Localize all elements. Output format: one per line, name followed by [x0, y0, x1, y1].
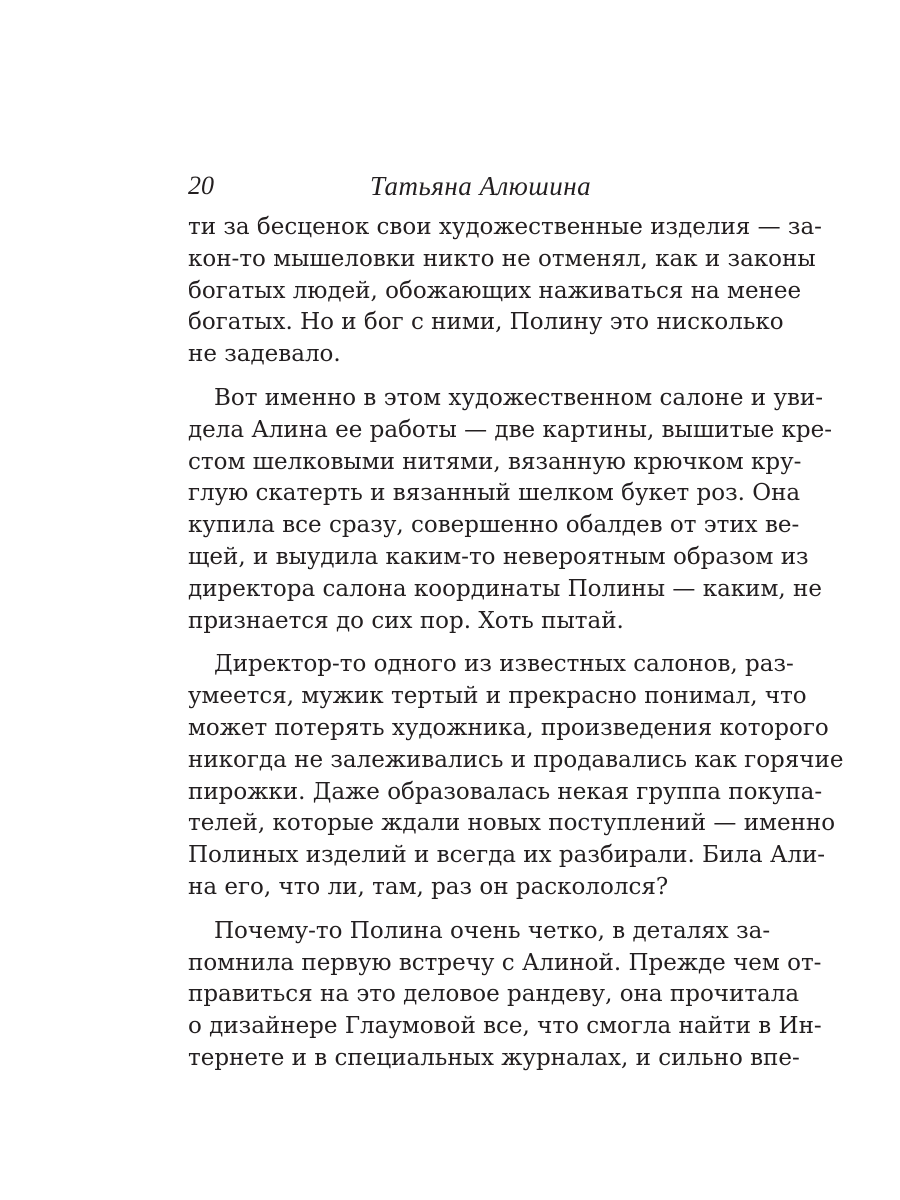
text-line: Вот именно в этом художественном салоне и уви- — [214, 384, 824, 411]
text-line: дела Алина ее работы — две картины, вышитые кре- — [188, 416, 832, 443]
text-line: не задевало. — [188, 341, 341, 368]
paragraph-4 — [188, 916, 822, 1075]
text-line: о дизайнере Глаумовой все, что смогла найти в Ин- — [188, 1013, 822, 1040]
text-line: никогда не залеживались и продавались как горячие — [188, 746, 844, 773]
text-line: кон-то мышеловки никто не отменял, как и законы — [188, 245, 816, 272]
text-line: может потерять художника, произведения которого — [188, 714, 829, 741]
text-line: пирожки. Даже образовалась некая группа покупа- — [188, 778, 823, 805]
text-line: директора салона координаты Полины — каким, не — [188, 575, 822, 602]
text-line: Полиных изделий и всегда их разбирали. Била Али- — [188, 842, 826, 869]
paragraph-3 — [188, 649, 844, 903]
text-line: помнила первую встречу с Алиной. Прежде чем от- — [188, 949, 822, 976]
paragraph-spacer — [188, 637, 748, 649]
text-line: глую скатерть и вязанный шелком букет роз. Она — [188, 480, 801, 507]
text-line: признается до сих пор. Хоть пытай. — [188, 607, 624, 634]
running-head-author: Татьяна Алюшина — [370, 171, 592, 201]
text-line: стом шелковыми нитями, вязанную крючком кру- — [188, 448, 802, 475]
text-line: правиться на это деловое рандеву, она прочитала — [188, 981, 800, 1008]
paragraph-spacer — [188, 904, 748, 916]
text-line: богатых людей, обожающих наживаться на менее — [188, 277, 802, 304]
text-line: щей, и выудила каким-то невероятным образом из — [188, 543, 809, 570]
text-line: на его, что ли, там, раз он раскололся? — [188, 873, 669, 900]
text-line: купила все сразу, совершенно обалдев от этих ве- — [188, 512, 800, 539]
paragraph-2 — [188, 383, 832, 637]
text-line: Директор-то одного из известных салонов, раз- — [214, 651, 794, 678]
text-line: умеется, мужик тертый и прекрасно понимал, что — [188, 683, 807, 710]
paragraph-1 — [188, 212, 822, 371]
page-number: 20 — [188, 171, 214, 200]
text-line: Почему-то Полина очень четко, в деталях за- — [214, 917, 771, 944]
body-text — [188, 212, 844, 1075]
text-line: богатых. Но и бог с ними, Полину это нисколько — [188, 309, 784, 336]
text-line: тернете и в специальных журналах, и сильно впе- — [188, 1044, 800, 1071]
paragraph-spacer — [188, 371, 748, 383]
text-line: ти за бесценок свои художественные изделия — за- — [188, 214, 822, 240]
text-line: телей, которые ждали новых поступлений — именно — [188, 810, 836, 837]
